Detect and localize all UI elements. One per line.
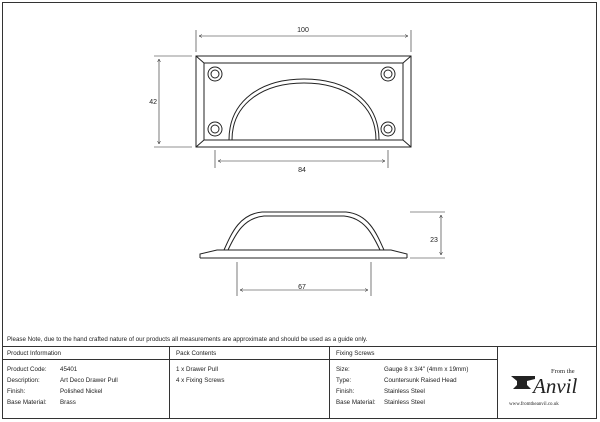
divider bbox=[330, 359, 497, 360]
fixing-screws-value: Countersunk Raised Head bbox=[384, 377, 457, 384]
product-info-label: Base Material: bbox=[7, 399, 47, 406]
fixing-screws-label: Base Material: bbox=[336, 399, 376, 406]
dimension-width-label: 100 bbox=[297, 27, 309, 34]
fixing-screws-heading: Fixing Screws bbox=[336, 350, 375, 357]
product-info-value: Brass bbox=[60, 399, 76, 406]
fixing-screws-label: Type: bbox=[336, 377, 352, 384]
screw-hole-top-left bbox=[208, 67, 222, 81]
pack-item: 1 x Drawer Pull bbox=[176, 366, 218, 373]
fixing-screws-value: Stainless Steel bbox=[384, 388, 425, 395]
screw-hole-bottom-left bbox=[208, 122, 222, 136]
product-info-value: 45401 bbox=[60, 366, 78, 373]
cup-outline bbox=[229, 79, 379, 140]
divider bbox=[170, 359, 329, 360]
disclaimer-note: Please Note, due to the hand crafted nature of our products all measurements are approximate and should be used as a guide only. bbox=[7, 336, 368, 343]
fixing-screws-value: Stainless Steel bbox=[384, 399, 425, 406]
product-info-value: Art Deco Drawer Pull bbox=[60, 377, 118, 384]
product-info-label: Finish: bbox=[7, 388, 26, 395]
dimension-hole-spacing bbox=[215, 150, 388, 168]
fixing-screws-label: Finish: bbox=[336, 388, 355, 395]
divider bbox=[3, 359, 169, 360]
pack-contents-heading: Pack Contents bbox=[176, 350, 217, 357]
fixing-screws-label: Size: bbox=[336, 366, 350, 373]
column-divider bbox=[169, 347, 170, 419]
product-info-label: Product Code: bbox=[7, 366, 47, 373]
dimension-hole-spacing-label: 84 bbox=[298, 167, 306, 174]
screw-hole-top-right bbox=[381, 67, 395, 81]
product-info-label: Description: bbox=[7, 377, 40, 384]
from-the-anvil-logo bbox=[505, 363, 590, 411]
dimension-profile-height bbox=[410, 212, 445, 258]
divider bbox=[3, 346, 597, 347]
side-profile bbox=[200, 212, 407, 258]
logo-brand: Anvil bbox=[533, 374, 578, 398]
fixing-screws-value: Gauge 8 x 3/4" (4mm x 19mm) bbox=[384, 366, 469, 373]
column-divider bbox=[329, 347, 330, 419]
pack-item: 4 x Fixing Screws bbox=[176, 377, 225, 384]
top-view bbox=[196, 56, 411, 147]
plate-bevel bbox=[204, 63, 403, 140]
anvil-icon bbox=[511, 376, 535, 389]
dimension-height bbox=[154, 56, 192, 147]
product-info-heading: Product Information bbox=[7, 350, 61, 357]
dimension-profile-base-label: 67 bbox=[298, 284, 306, 291]
dimension-profile-height-label: 23 bbox=[430, 237, 438, 244]
logo-url: www.fromtheanvil.co.uk bbox=[509, 402, 559, 407]
column-divider bbox=[497, 347, 498, 419]
dimension-height-label: 42 bbox=[149, 99, 157, 106]
logo-tagline: From the bbox=[551, 368, 575, 375]
screw-hole-bottom-right bbox=[381, 122, 395, 136]
product-info-value: Polished Nickel bbox=[60, 388, 103, 395]
